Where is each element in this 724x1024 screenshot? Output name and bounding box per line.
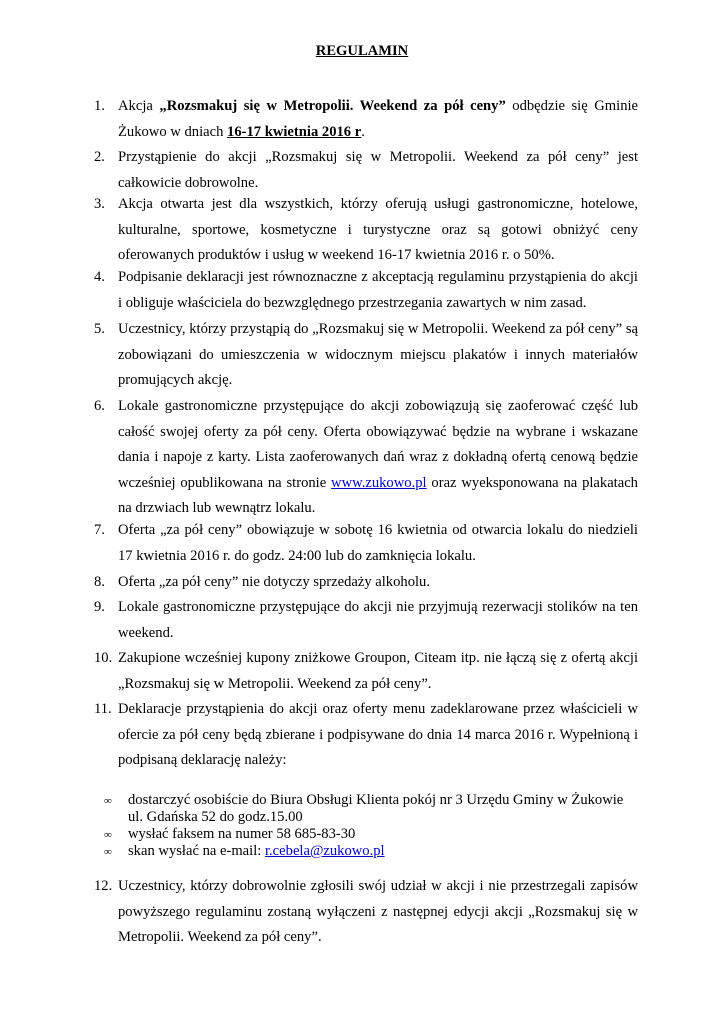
- item-text: Akcja otwarta jest dla wszystkich, którzy oferują usługi gastronomiczne, hotelowe, kulturalne, sportowe, kosmetyczne i turystyczne oraz są gotowi obniżyć ceny oferowanych produktów i usług w weekend 16-17 kwietnia 2016 r. o 50%.: [118, 196, 638, 263]
- item-text: Podpisanie deklaracji jest równoznaczne z akceptacją regulaminu przystąpienia do akcji i obliguje właściciela do bezwzględnego przestrzegania zawartych w nim zasad.: [118, 269, 638, 311]
- item-text: Uczestnicy, którzy przystąpią do „Rozsmakuj się w Metropolii. Weekend za pół ceny” są zobowiązani do umieszczenia w widocznym miejscu plakatów i innych materiałów promujących akcję.: [118, 321, 638, 388]
- item-number: 3.: [94, 196, 105, 212]
- item-number: 6.: [94, 398, 105, 414]
- infinity-bullet-icon: ∞: [104, 795, 112, 807]
- item-number: 10.: [94, 650, 113, 666]
- item-text: Zakupione wcześniej kupony zniżkowe Groupon, Citeam itp. nie łączą się z ofertą akcji „Rozsmakuj się w Metropolii. Weekend za pół ceny”.: [118, 650, 638, 692]
- item-text: Lokale gastronomiczne przystępujące do akcji nie przyjmują rezerwacji stolików na ten weekend.: [118, 599, 638, 641]
- infinity-bullet-icon: ∞: [104, 846, 112, 858]
- item-text: Deklaracje przystąpienia do akcji oraz oferty menu zadeklarowane przez właścicieli w ofercie za pół ceny będą zbierane i podpisywane do dnia 14 marca 2016 r. Wypełnioną i podpisaną deklarację należy:: [118, 701, 638, 768]
- item-number: 2.: [94, 149, 105, 165]
- item-text: Oferta „za pół ceny” obowiązuje w sobotę 16 kwietnia od otwarcia lokalu do niedzieli 17 kwietnia 2016 r. do godz. 24:00 lub do zamknięcia lokalu.: [118, 522, 638, 564]
- item-number: 1.: [94, 98, 105, 114]
- item-text: Lokale gastronomiczne przystępujące do akcji zobowiązują się zaoferować część lub całość swojej oferty za pół ceny. Oferta obowiązywać będzie na wybrane i wskazane dania i napoje z karty. Lista zaoferowanych dań wraz z dokładną ofertą cenową będzie wcześniej opublikowana na stronie www.zukowo.pl oraz wyeksponowana na plakatach na drzwiach lub wewnątrz lokalu.: [118, 398, 638, 516]
- item-text: Akcja „Rozsmakuj się w Metropolii. Weekend za pół ceny” odbędzie się Gminie Żukowo w dniach 16-17 kwietnia 2016 r.: [118, 98, 639, 140]
- item-number: 5.: [94, 321, 105, 337]
- email-link[interactable]: r.cebela@zukowo.pl: [264, 843, 385, 859]
- item-number: 8.: [94, 574, 105, 590]
- item-text: Uczestnicy, którzy dobrowolnie zgłosili swój udział w akcji i nie przestrzegali zapisów powyższego regulaminu zostaną wyłączeni z następnej edycji akcji „Rozsmakuj się w Metropolii. Weekend za pół ceny”.: [118, 878, 638, 945]
- item-text: Przystąpienie do akcji „Rozsmakuj się w Metropolii. Weekend za pół ceny” jest całkowicie dobrowolne.: [118, 149, 638, 191]
- bullet-text: skan wysłać na e-mail: r.cebela@zukowo.pl: [128, 843, 385, 859]
- page-title: REGULAMIN: [315, 43, 409, 59]
- item-number: 7.: [94, 522, 105, 538]
- item-number: 11.: [94, 701, 112, 717]
- item-number: 12.: [94, 878, 113, 894]
- infinity-bullet-icon: ∞: [104, 829, 112, 841]
- website-link[interactable]: www.zukowo.pl: [331, 474, 427, 491]
- bullet-text: dostarczyć osobiście do Biura Obsługi Klienta pokój nr 3 Urzędu Gminy w Żukowie ul. Gdańska 52 do godz.15.00: [128, 792, 624, 825]
- item-number: 4.: [94, 269, 105, 285]
- item-number: 9.: [94, 599, 105, 615]
- event-date: 16-17 kwietnia 2016 r: [227, 123, 362, 140]
- bullet-text: wysłać faksem na numer 58 685-83-30: [128, 826, 356, 842]
- item-text: Oferta „za pół ceny” nie dotyczy sprzedaży alkoholu.: [118, 574, 430, 590]
